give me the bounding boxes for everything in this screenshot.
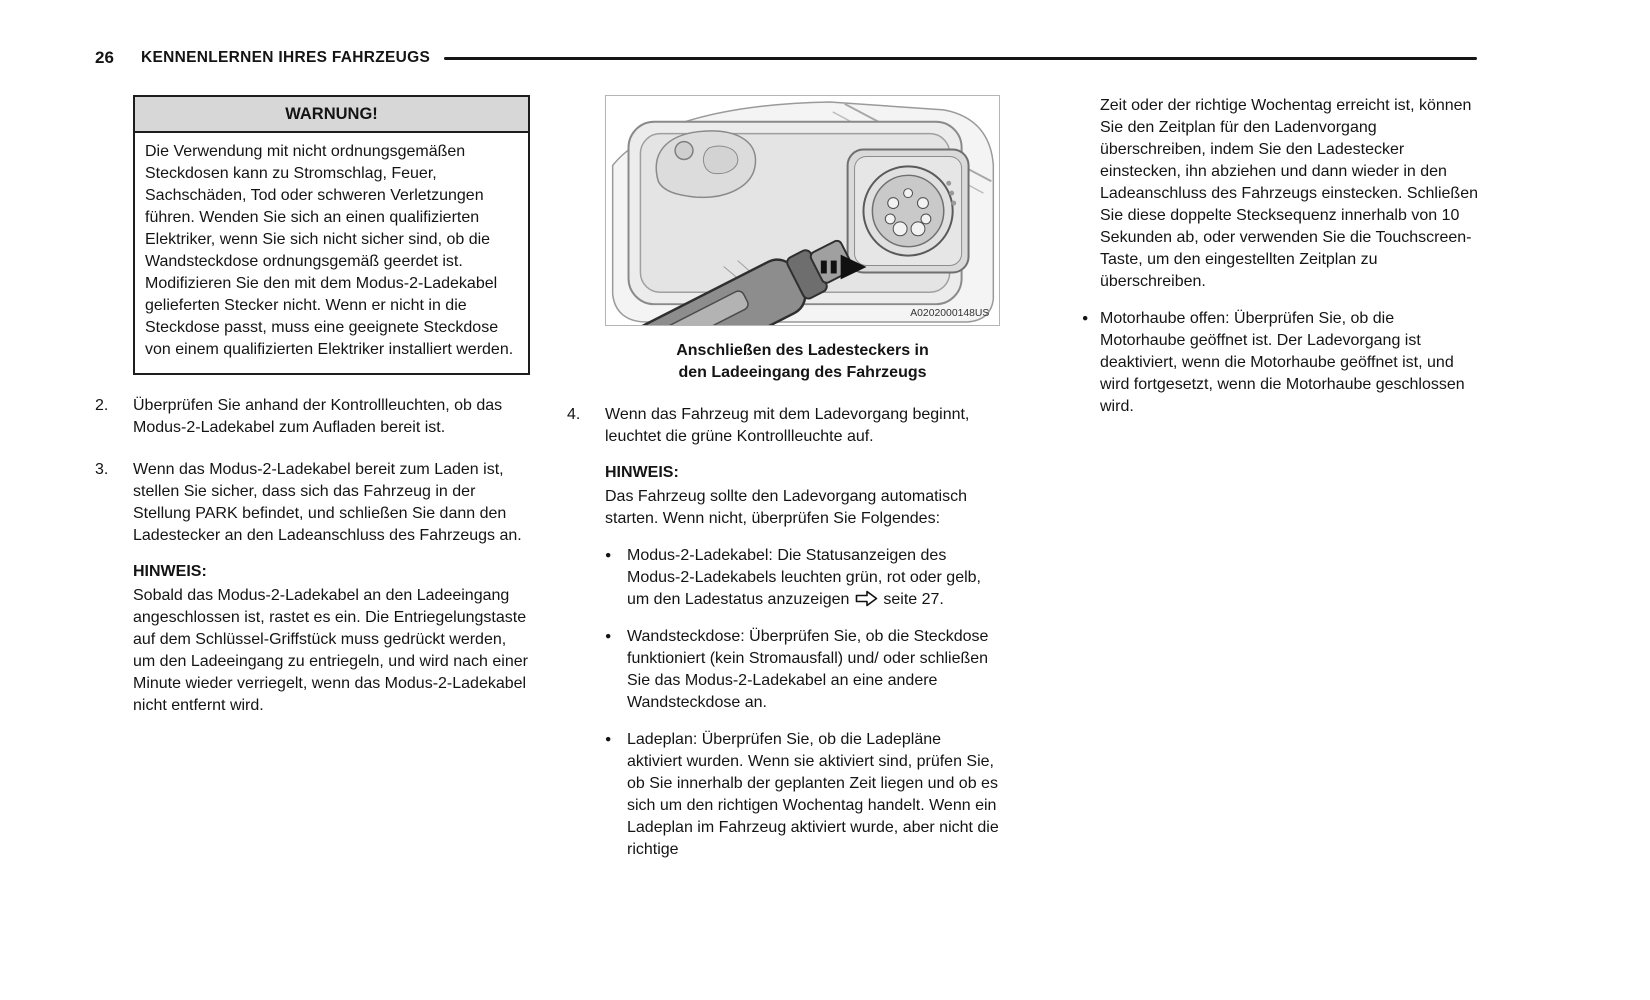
figure-caption xyxy=(605,340,1000,384)
bullet-icon xyxy=(605,729,627,861)
list-item-2 xyxy=(95,395,532,439)
list-item-text: Wenn das Modus-2-Ladekabel bereit zum Laden ist, stellen Sie sicher, dass sich das Fahrzeug in der Stellung PARK befindet, und schließen Sie dann den Ladestecker an den Ladeanschluss des Fahrzeugs an. xyxy=(133,461,522,544)
right-column xyxy=(1082,95,1480,418)
list-item-text: Wenn das Fahrzeug mit dem Ladevorgang beginnt, leuchtet die grüne Kontrollleuchte auf. xyxy=(605,406,970,445)
bullet-text: Motorhaube offen: Überprüfen Sie, ob die Motorhaube geöffnet ist. Der Ladevorgang ist deaktiviert, wenn die Motorhaube geöffnet ist, und wird fortgesetzt, wenn die Motorhaube geschlossen wird. xyxy=(1100,310,1465,415)
warning-body-text: Die Verwendung mit nicht ordnungsgemäßen Steckdosen kann zu Stromschlag, Feuer, Sachschäden, Tod oder schweren Verletzungen führen. Wenden Sie sich an einen qualifizierten Elektriker, wenn Sie sich nicht sicher sind, ob die Wandsteckdose ordnungsgemäß geerdet ist. Modifizieren Sie den mit dem Modus-2-Ladekabel gelieferten Stecker nicht. Wenn er nicht in die Steckdose passt, muss eine geeignete Steckdose von einem qualifizierten Elektriker installiert werden. xyxy=(145,143,514,358)
list-item-3 xyxy=(95,459,532,547)
page-number: 26 xyxy=(95,48,114,67)
note-text: Sobald das Modus-2-Ladekabel an den Ladeeingang angeschlossen ist, rastet es ein. Die Entriegelungstaste auf dem Schlüssel-Griffstück muss gedrückt werden, um den Ladeeingang zu entriegeln, und wird nach einer Minute wieder verriegelt, wenn das Modus-2-Ladekabel nicht entfernt wird. xyxy=(133,587,528,714)
charge-port-flap xyxy=(656,131,755,197)
note-label: HINWEIS: xyxy=(605,464,679,481)
bullet-text: Wandsteckdose: Überprüfen Sie, ob die Steckdose funktioniert (kein Stromausfall) und/ oder schließen Sie das Modus-2-Ladekabel an eine andere Wandsteckdose an. xyxy=(627,628,989,711)
bullet-icon xyxy=(605,545,627,611)
list-item-text: Überprüfen Sie anhand der Kontrollleuchten, ob das Modus-2-Ladekabel zum Aufladen bereit ist. xyxy=(133,397,503,436)
note-label: HINWEIS: xyxy=(133,563,207,580)
figure-caption-line1: Anschließen des Ladesteckers in xyxy=(676,342,929,359)
list-item-number: 3. xyxy=(95,461,109,478)
figure-charging-connector xyxy=(605,95,1000,326)
figure-caption-line2: den Ladeeingang des Fahrzeugs xyxy=(678,364,927,381)
continuation-paragraph: Zeit oder der richtige Wochentag erreicht ist, können Sie den Zeitplan für den Ladenvorgang überschreiben, indem Sie den Ladestecker einstecken, ihn abziehen und dann wieder in den Ladeanschluss des Fahrzeugs einstecken. Schließen Sie diese doppelte Stecksequenz innerhalb von 10 Sekunden ab, oder verwenden Sie die Touchscreen-Taste, um den eingestellten Zeitplan zu überschreiben. xyxy=(1100,97,1478,290)
bullet-icon xyxy=(605,626,627,714)
charging-socket xyxy=(848,150,969,273)
chapter-title: KENNENLERNEN IHRES FAHRZEUGS xyxy=(141,49,431,66)
page-reference-text: seite 27. xyxy=(883,591,944,608)
figure-code: A0202000148US xyxy=(910,308,990,320)
bullet-text: Ladeplan: Überprüfen Sie, ob die Ladepläne aktiviert wurden. Wenn sie aktiviert sind, prüfen Sie, ob Sie innerhalb der geplanten Zeit liegen und ob es sich um den richtigen Wochentag handelt. Wenn ein Ladeplan im Fahrzeug aktiviert wurde, aber nicht die richtige xyxy=(627,731,999,858)
bullet-item-motorhaube xyxy=(1082,308,1480,418)
warning-box xyxy=(133,95,530,375)
charging-port-illustration xyxy=(606,96,999,325)
warning-title: WARNUNG! xyxy=(135,97,528,133)
bullet-item-ladeplan xyxy=(605,729,1000,861)
bullet-item-ladekabel xyxy=(605,545,1000,611)
bullet-item-wandsteckdose xyxy=(605,626,1000,714)
middle-column xyxy=(567,95,1000,861)
list-item-number: 2. xyxy=(95,397,109,414)
page-header xyxy=(95,48,1477,68)
bullet-text-before: Modus-2-Ladekabel: Die Statusanzeigen des Modus-2-Ladekabels leuchten grün, rot oder gelb, um den Ladestatus anzuzeigen xyxy=(627,547,981,608)
bullet-icon xyxy=(1082,308,1100,418)
header-rule-divider xyxy=(444,57,1477,60)
note-text: Das Fahrzeug sollte den Ladevorgang automatisch starten. Wenn nicht, überprüfen Sie Folgendes: xyxy=(605,488,967,527)
list-item-4 xyxy=(567,404,1000,448)
left-column xyxy=(95,95,532,717)
bullet-text xyxy=(627,545,1000,611)
page-reference-arrow-icon xyxy=(855,590,878,607)
list-item-number: 4. xyxy=(567,406,581,423)
